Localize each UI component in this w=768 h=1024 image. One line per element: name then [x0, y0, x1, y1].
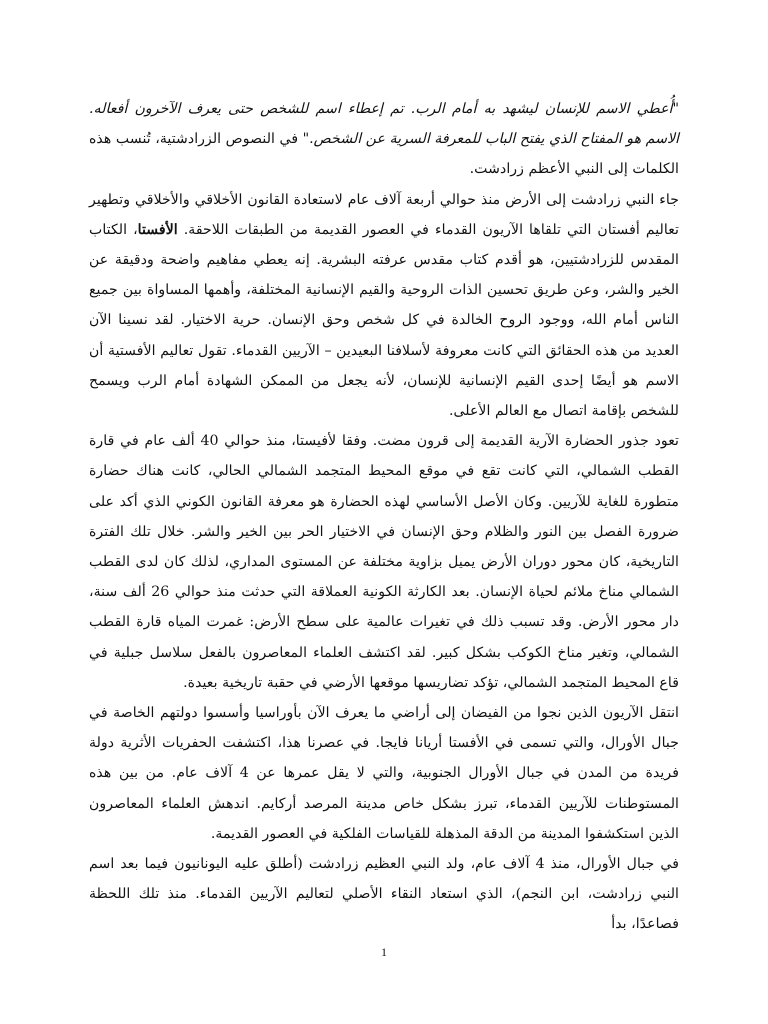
paragraph-2-before: جاء النبي زرادشت إلى الأرض منذ حوالي أربعة آلاف عام لاستعادة القانون الأخلاقي والأخلاقي وتطهير تعاليم أفستان التي تلقاها الآريون القدماء في العصور القديمة من الطبقات اللاحقة.: [89, 191, 679, 238]
paragraph-4: انتقل الآريون الذين نجوا من الفيضان إلى أراضي ما يعرف الآن بأوراسيا وأسسوا دولتهم الخاصة في جبال الأورال، والتي تسمى في الأفستا أريانا فايجا. في عصرنا هذا، اكتشفت الحفريات الأثرية دولة فريدة من المدن في جبال الأورال الجنوبية، والتي لا يقل عمرها عن 4 آلاف عام. من بين هذه المستوطنات للآريين القدماء، تبرز بشكل خاص مدينة المرصد أركايم. اندهش العلماء المعاصرون الذين استكشفوا المدينة من الدقة المذهلة للقياسات الفلكية في العصور القديمة.: [89, 705, 679, 842]
paragraph-5: في جبال الأورال، منذ 4 آلاف عام، ولد النبي العظيم زرادشت (أطلق عليه اليونانيون فيما بعد اسم النبي زرادشت، ابن النجم)، الذي استعاد النقاء الأصلي لتعاليم الآريين القدماء. منذ تلك اللحظة فصاعدًا، بدأ: [89, 856, 679, 933]
paragraph-3: تعود جذور الحضارة الآرية القديمة إلى قرون مضت. وفقا لأفيستا، منذ حوالي 40 ألف عام في قارة القطب الشمالي، التي كانت تقع في موقع المحيط المتجمد الشمالي الحالي، كانت هناك حضارة متطورة للغاية للآريين. وكان الأصل الأساسي لهذه الحضارة هو معرفة القانون الكوني الذي أكد على ضرورة الفصل بين النور والظلام وحق الإنسان في الاختيار الحر بين الخير والشر. خلال تلك الفترة التاريخية، كان محور دوران الأرض يميل بزاوية مختلفة عن المستوى المداري، لذلك كان لدى القطب الشمالي مناخ ملائم لحياة الإنسان. بعد الكارثة الكونية العملاقة التي حدثت منذ حوالي 26 ألف سنة، دار محور الأرض. وقد تسبب ذلك في تغيرات عالمية على سطح الأرض: غمرت المياه قارة القطب الشمالي، وتغير مناخ الكوكب بشكل كبير. لقد اكتشف العلماء المعاصرون بالفعل سلاسل جبلية في قاع المحيط المتجمد الشمالي، تؤكد تضاريسها موقعها الأرضي في حقبة تاريخية بعيدة.: [89, 433, 680, 691]
avesta-term: الأفستا: [137, 221, 178, 238]
paragraph-2-after: ، الكتاب المقدس للزرادشتيين، هو أقدم كتاب مقدس عرفته البشرية. إنه يعطي مفاهيم واضحة ودقيقة عن الخير والشر، وعن طريق تحسين الذات الروحية والقيم الإنسانية المختلفة، وأهمها المساواة بين جميع الناس أمام الله، ووجود الروح الخالدة في كل شخص وحق الإنسان. حرية الاختيار. لقد نسينا الآن العديد من هذه الحقائق التي كانت معروفة لأسلافنا البعيدين – الآريين القدماء. تقول تعاليم الأفستية أن الاسم هو أيضًا إحدى القيم الإنسانية للإنسان، لأنه يجعل من الممكن الشهادة أمام الرب ويسمح للشخص بإقامة اتصال مع العالم الأعلى.: [89, 221, 679, 420]
paragraph-2: [89, 185, 679, 427]
paragraph-1-rest: في النصوص الزرادشتية، تُنسب هذه الكلمات إلى النبي الأعظم زرادشت.: [89, 131, 679, 178]
page-number: 1: [381, 945, 387, 959]
document-body: [89, 94, 679, 940]
opening-quote: "أُعطي الاسم للإنسان ليشهد به أمام الرب. تم إعطاء اسم للشخص حتى يعرف الآخرون أفعاله. الاسم هو المفتاح الذي يفتح الباب للمعرفة السرية عن الشخص.": [89, 101, 679, 148]
paragraph-1: [89, 94, 679, 185]
